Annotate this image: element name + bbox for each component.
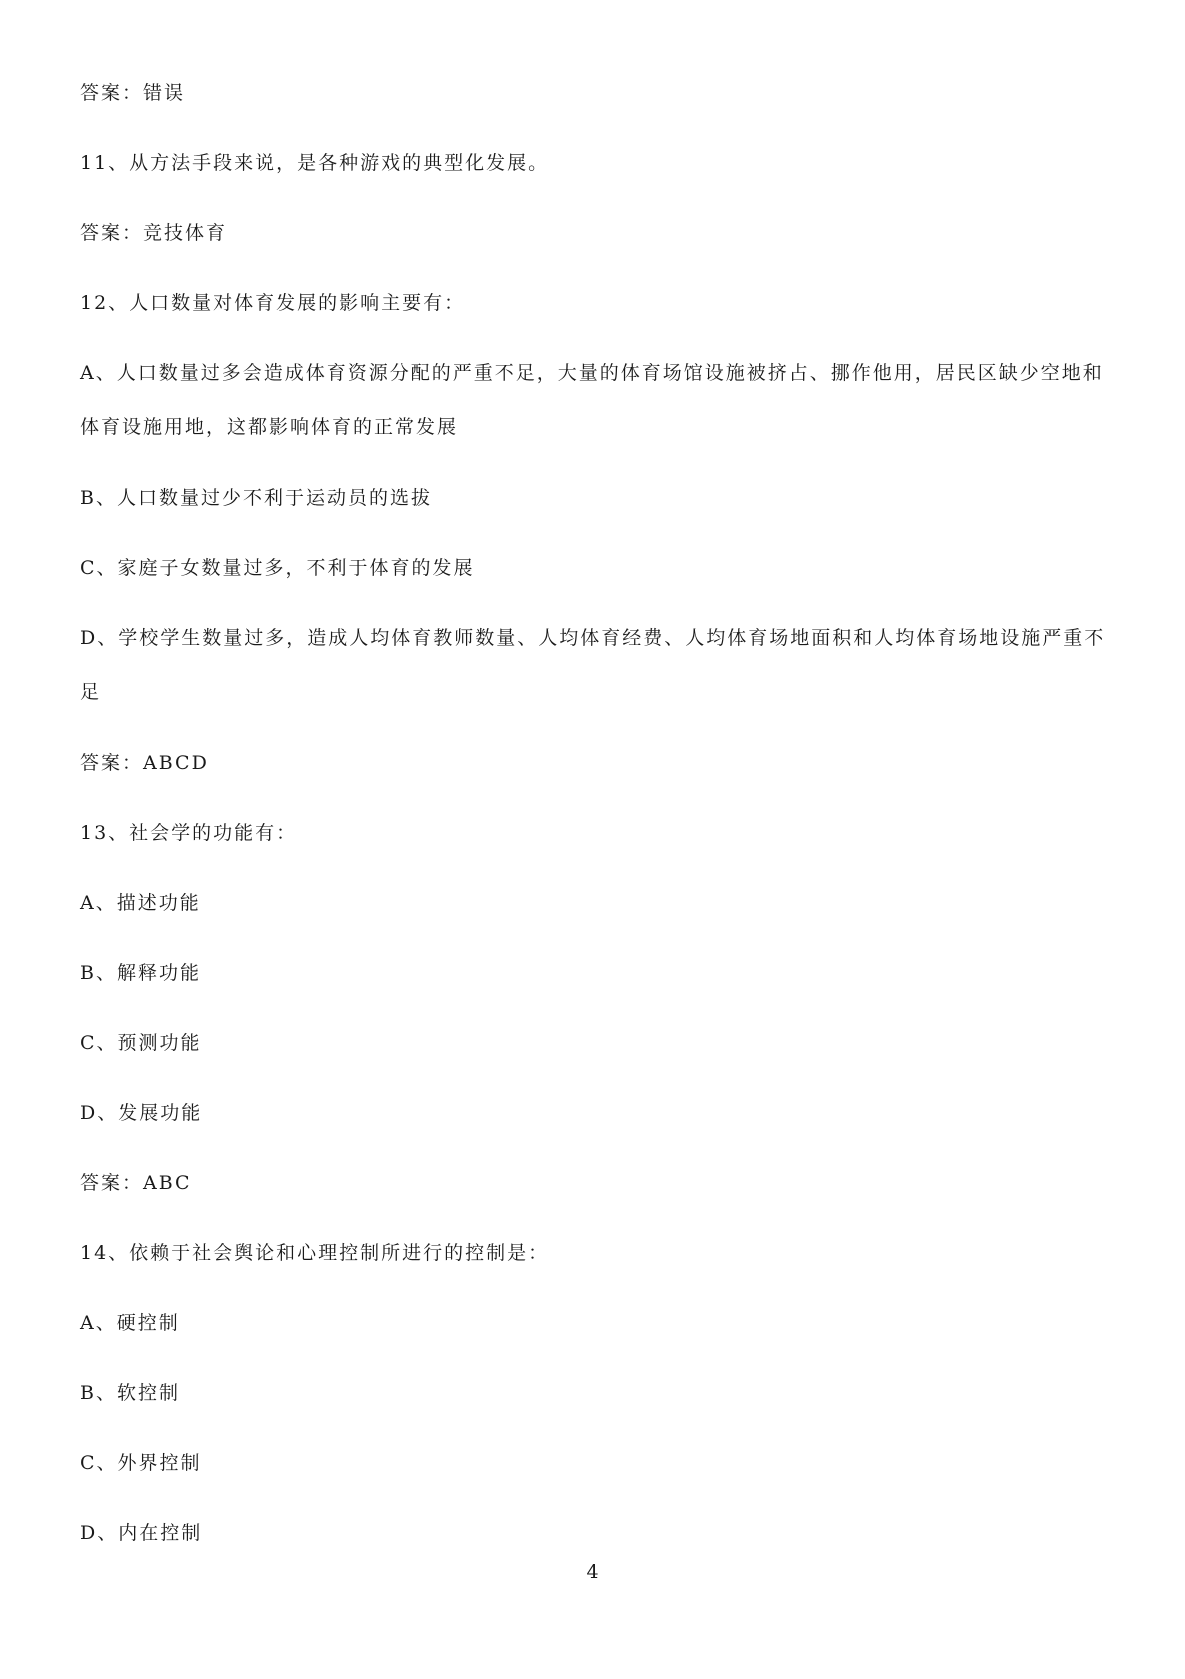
page-number: 4 (586, 1561, 599, 1583)
question-14-option-a: A、硬控制 (80, 1312, 180, 1334)
answer-13: 答案：ABC (80, 1172, 192, 1194)
question-11: 11、从方法手段来说，是各种游戏的典型化发展。 (80, 152, 550, 174)
answer-11: 答案：竞技体育 (80, 222, 228, 244)
question-12-option-b: B、人口数量过少不利于运动员的选拔 (80, 487, 432, 509)
question-12-option-a-continued: 体育设施用地，这都影响体育的正常发展 (80, 416, 459, 438)
question-12-option-a: A、人口数量过多会造成体育资源分配的严重不足，大量的体育场馆设施被挤占、挪作他用，居民区缺少空地和 (80, 362, 1104, 384)
question-14: 14、依赖于社会舆论和心理控制所进行的控制是： (80, 1242, 550, 1264)
answer-10: 答案：错误 (80, 82, 186, 104)
question-12: 12、人口数量对体育发展的影响主要有： (80, 292, 466, 314)
question-13: 13、社会学的功能有： (80, 822, 298, 844)
answer-12: 答案：ABCD (80, 752, 209, 774)
question-13-option-b: B、解释功能 (80, 962, 201, 984)
question-14-option-c: C、外界控制 (80, 1452, 202, 1474)
question-14-option-b: B、软控制 (80, 1382, 180, 1404)
question-14-option-d: D、内在控制 (80, 1522, 203, 1544)
question-13-option-d: D、发展功能 (80, 1102, 203, 1124)
question-12-option-c: C、家庭子女数量过多，不利于体育的发展 (80, 557, 475, 579)
question-13-option-a: A、描述功能 (80, 892, 201, 914)
question-12-option-d: D、学校学生数量过多，造成人均体育教师数量、人均体育经费、人均体育场地面积和人均体育场地设施严重不 (80, 627, 1106, 649)
question-12-option-d-continued: 足 (80, 681, 102, 703)
question-13-option-c: C、预测功能 (80, 1032, 202, 1054)
